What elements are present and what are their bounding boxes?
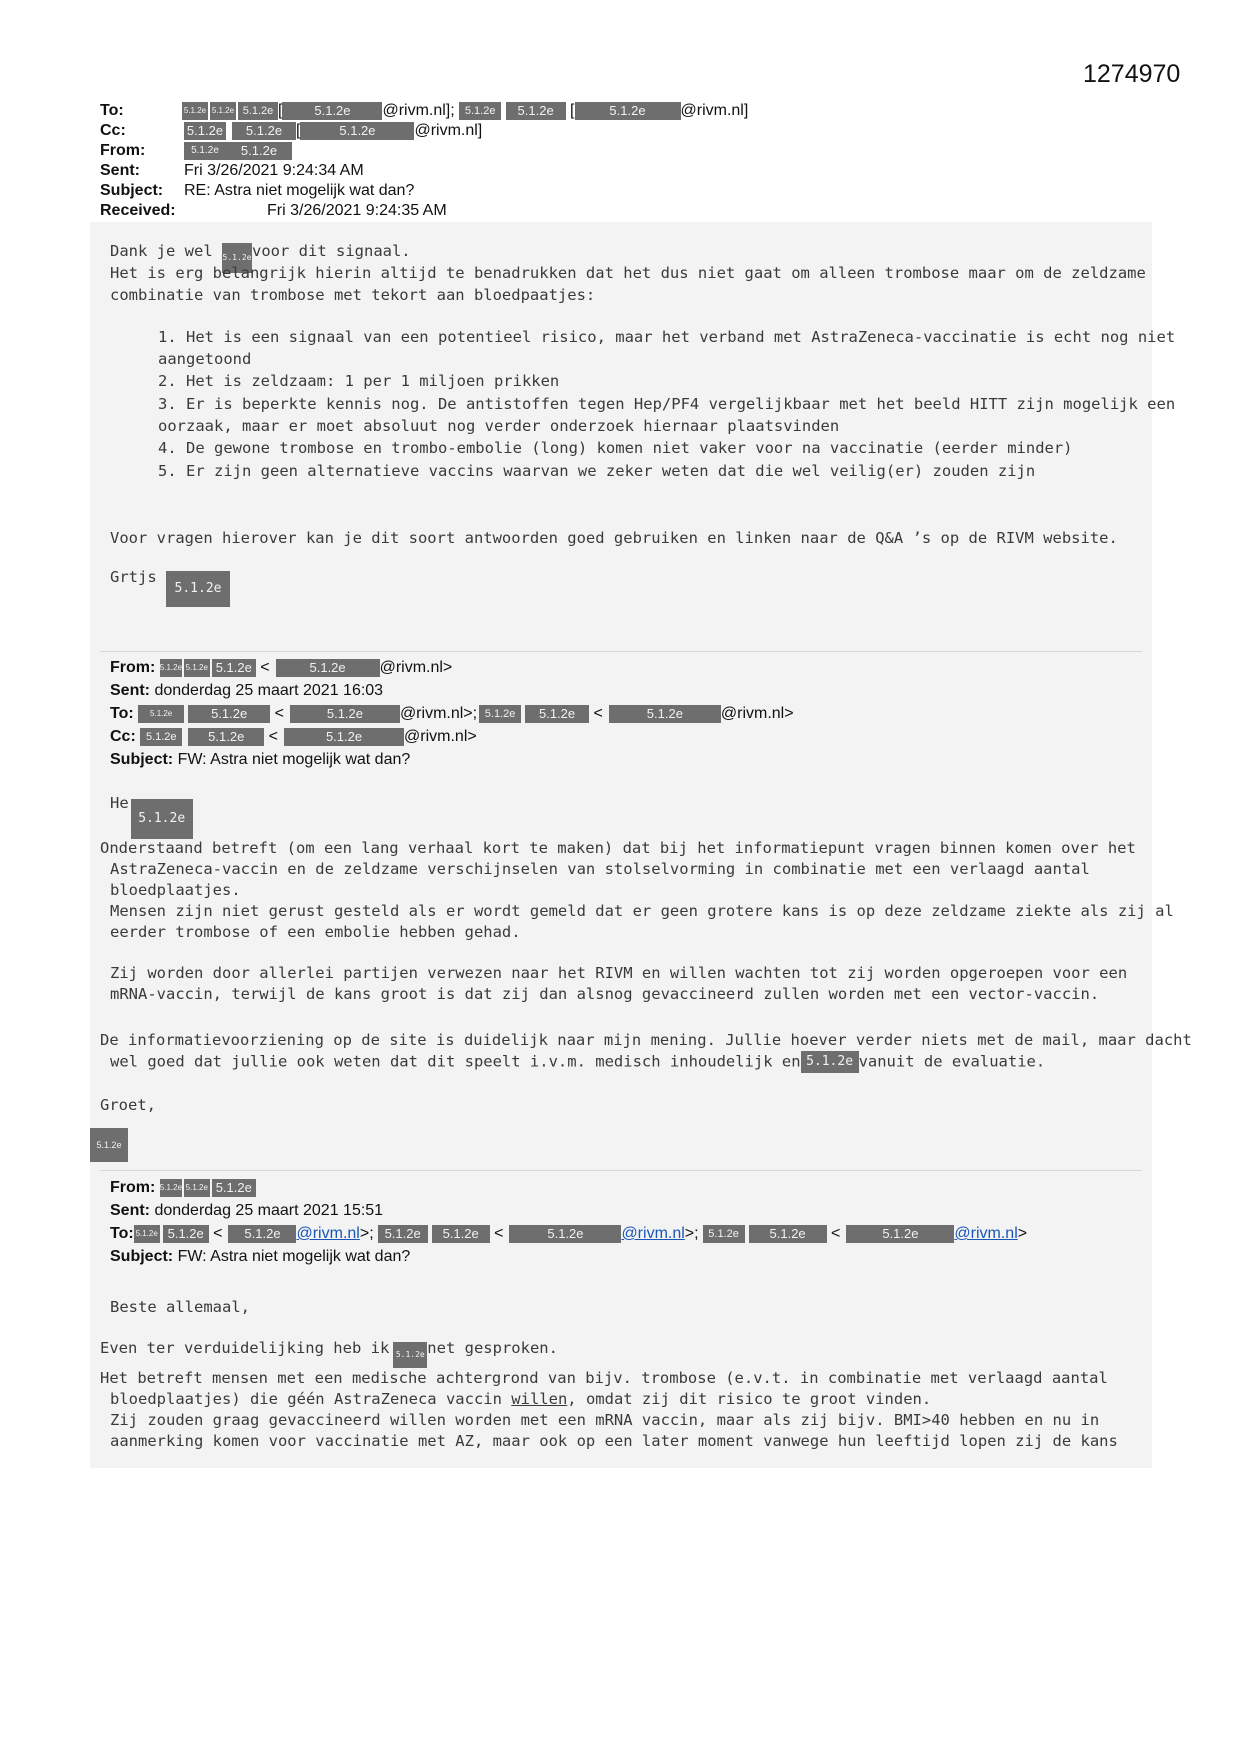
redaction: 5.1.2e [138, 705, 184, 723]
email2-sent-row [110, 679, 794, 702]
redaction: 5.1.2e [575, 102, 681, 120]
paragraph-line: Onderstaand betreft (om een lang verhaal kort te maken) dat bij het informatiepunt vragen binnen komen over het [100, 839, 1136, 857]
subject-value: FW: Astra niet mogelijk wat dan? [177, 1248, 411, 1265]
email-link[interactable]: @rivm.nl [954, 1225, 1018, 1242]
to-label: To: [110, 705, 134, 722]
redaction: 5.1.2e [226, 142, 292, 160]
list-item-4: 4. De gewone trombose en trombo-embolie (long) komen niet vaker voor na vaccinatie (eerder minder) [158, 439, 1073, 457]
sent-label: Sent: [110, 1202, 150, 1219]
email1-subject-row [100, 181, 415, 201]
subject-value: RE: Astra niet mogelijk wat dan? [184, 182, 415, 199]
email2-para2 [110, 963, 1127, 1005]
email2-to-row: To: 5.1.2e 5.1.2e < 5.1.2e @rivm.nl>; 5.1.2e 5.1.2e < 5.1.2e @rivm.nl> [110, 705, 794, 722]
paragraph-line: Zij worden door allerlei partijen verwezen naar het RIVM en willen wachten tot zij worden opgeroepen voor een [110, 964, 1128, 982]
email3-subject-row [110, 1245, 1027, 1268]
paragraph-line: bloedplaatjes. [110, 881, 241, 899]
email1-sent-row [100, 161, 364, 181]
paragraph-text: , omdat zij dit risico te groot vinden. [567, 1390, 932, 1408]
redaction: 5.1.2e [210, 102, 236, 120]
list-item-text: oorzaak, maar er moet absoluut nog verder onderzoek hiernaar plaatsvinden [158, 417, 840, 435]
redaction: 5.1.2e [479, 705, 521, 723]
email1-from-row [100, 141, 278, 161]
redaction: 5.1.2e [212, 1179, 256, 1197]
sent-value: donderdag 25 maart 2021 15:51 [154, 1202, 384, 1219]
sent-value: Fri 3/26/2021 9:24:34 AM [184, 162, 364, 179]
redaction: 5.1.2e [188, 728, 264, 746]
greeting-text: He [110, 794, 129, 812]
separator [100, 1170, 1142, 1171]
to-label: To: [100, 102, 124, 119]
redaction: 5.1.2e [140, 728, 182, 746]
email3-para [100, 1338, 1118, 1452]
email3-sent-row [110, 1199, 1027, 1222]
redaction: 5.1.2e [184, 142, 226, 160]
paragraph-line [100, 1389, 1118, 1410]
redaction: 5.1.2e [290, 705, 400, 723]
redaction: 5.1.2e [131, 799, 193, 839]
redaction: 5.1.2e [188, 705, 270, 723]
redaction: 5.1.2e [525, 705, 589, 723]
list-item-3 [158, 393, 1175, 437]
email1-to-row: To: 5.1.2e 5.1.2e 5.1.2e [ 5.1.2e @rivm.nl]; 5.1.2e 5.1.2e [ 5.1.2e @rivm.nl] [100, 102, 749, 119]
email1-header [100, 101, 749, 221]
redaction: 5.1.2e [284, 728, 404, 746]
email2-para1 [100, 838, 1174, 943]
redaction: 5.1.2e [276, 659, 380, 677]
underlined-word: willen [511, 1390, 568, 1408]
paragraph-text: wel goed dat jullie ook weten dat dit speelt i.v.m. medisch inhoudelijk en [110, 1052, 801, 1071]
redaction: 5.1.2e [300, 122, 414, 140]
subject-label: Subject: [110, 1248, 174, 1265]
email-address: @rivm.nl] [414, 122, 483, 139]
redaction: 5.1.2e [232, 122, 296, 140]
sent-label: Sent: [110, 682, 150, 699]
redaction: 5.1.2e [801, 1051, 859, 1073]
document-number: 1274970 [1083, 60, 1181, 88]
redaction: 5.1.2e [749, 1225, 827, 1243]
cc-label: Cc: [100, 122, 126, 139]
sent-label: Sent: [100, 162, 140, 179]
redaction: 5.1.2e [212, 659, 256, 677]
redaction: 5.1.2e [228, 1225, 296, 1243]
greeting-text: voor dit signaal. [252, 242, 411, 260]
list-item-5: 5. Er zijn geen alternatieve vaccins waarvan we zeker weten dat die wel veilig(er) zouden zijn [158, 462, 1036, 480]
email-address: @rivm.nl> [720, 705, 794, 722]
redaction: 5.1.2e [378, 1225, 428, 1243]
paragraph-line: mRNA-vaccin, terwijl de kans groot is dat zij dan alsnog gevaccineerd zullen worden met een vector-vaccin. [110, 985, 1100, 1003]
redaction: 5.1.2e [393, 1342, 427, 1368]
subject-value: FW: Astra niet mogelijk wat dan? [177, 751, 411, 768]
list-item-text: 1. Het is een signaal van een potentieel risico, maar het verband met AstraZeneca-vaccinatie is echt nog niet [158, 328, 1176, 346]
redaction: 5.1.2e [166, 571, 230, 607]
subject-label: Subject: [110, 751, 174, 768]
email2-subject-row [110, 748, 794, 771]
redaction: 5.1.2e [90, 1128, 128, 1162]
paragraph-text: Even ter verduidelijking heb ik [100, 1339, 390, 1357]
email2-header [110, 656, 794, 771]
email1-para2: Voor vragen hierover kan je dit soort antwoorden goed gebruiken en linken naar de Q&A ’s op de RIVM website. [110, 529, 1118, 547]
paragraph-line: Mensen zijn niet gerust gesteld als er wordt gemeld dat er geen grotere kans is op deze zeldzame ziekte als zij al [110, 902, 1174, 920]
redaction: 5.1.2e [282, 102, 382, 120]
redaction: 5.1.2e [509, 1225, 621, 1243]
email1-received-row [100, 201, 447, 221]
sent-value: donderdag 25 maart 2021 16:03 [154, 682, 384, 699]
list-item-text: aangetoond [158, 350, 252, 368]
cc-label: Cc: [110, 728, 136, 745]
paragraph-text: net gesproken. [427, 1339, 558, 1357]
email1-cc-row: Cc: 5.1.2e 5.1.2e [ 5.1.2e @rivm.nl] [100, 122, 483, 139]
email2-para3 [100, 1030, 1192, 1073]
paragraph-line: De informatievoorziening op de site is duidelijk naar mijn mening. Jullie hoever verder niets met de mail, maar dacht [100, 1031, 1192, 1049]
redaction: 5.1.2e [134, 1225, 160, 1243]
email1-para1-line2: combinatie van trombose met tekort aan bloedpaatjes: [110, 286, 596, 304]
paragraph-line: AstraZeneca-vaccin en de zeldzame verschijnselen van stolselvorming in combinatie met een verlaagd aantal [110, 860, 1090, 878]
email2-signoff: Groet, [100, 1096, 156, 1114]
email2-cc-row: Cc: 5.1.2e 5.1.2e < 5.1.2e @rivm.nl> [110, 728, 477, 745]
paragraph-line: Zij zouden graag gevaccineerd willen worden met een mRNA vaccin, maar als zij bijv. BMI>40 hebben en nu in [110, 1411, 1100, 1429]
email3-from-row [110, 1176, 1027, 1199]
redaction: 5.1.2e [184, 122, 226, 140]
email3-to-row: To: 5.1.2e 5.1.2e < 5.1.2e @rivm.nl>; 5.1.2e 5.1.2e < 5.1.2e @rivm.nl>; 5.1.2e 5.1.2e < 5.1.2e @rivm.nl> [110, 1225, 1028, 1242]
subject-label: Subject: [100, 182, 164, 199]
redaction: 5.1.2e [163, 1225, 209, 1243]
from-label: From: [110, 1179, 156, 1196]
to-label: To: [110, 1225, 134, 1242]
greeting-text: Dank je wel [110, 242, 213, 260]
redaction: 5.1.2e [609, 705, 721, 723]
email2-signature [90, 1128, 128, 1162]
email-link[interactable]: @rivm.nl [621, 1225, 685, 1242]
list-item-2: 2. Het is zeldzaam: 1 per 1 miljoen prikken [158, 372, 560, 390]
redaction: 5.1.2e [184, 659, 210, 677]
list-item-1 [158, 326, 1175, 370]
redaction: 5.1.2e [222, 243, 252, 273]
email3-header [110, 1176, 1027, 1268]
signoff-text: Grtjs [110, 568, 157, 586]
received-value: Fri 3/26/2021 9:24:35 AM [267, 202, 447, 219]
redaction: 5.1.2e [703, 1225, 745, 1243]
email-address: @rivm.nl]; [382, 102, 455, 119]
from-label: From: [110, 659, 156, 676]
email1-signoff [110, 566, 230, 607]
received-label: Received: [100, 202, 176, 219]
list-item-text: 3. Er is beperkte kennis nog. De antistoffen tegen Hep/PF4 vergelijkbaar met het beeld HITT zijn mogelijk een [158, 395, 1176, 413]
email-address: @rivm.nl>; [399, 705, 478, 722]
redaction: 5.1.2e [160, 1179, 182, 1197]
separator [100, 651, 1142, 652]
redaction: 5.1.2e [459, 102, 501, 120]
redaction: 5.1.2e [432, 1225, 490, 1243]
redaction: 5.1.2e [506, 102, 566, 120]
paragraph-text: bloedplaatjes) die géén AstraZeneca vaccin [110, 1390, 502, 1408]
email2-greeting [110, 792, 193, 839]
email1-para1-line1: Het is erg belangrijk hierin altijd te benadrukken dat het dus niet gaat om alleen trombose maar om de zeldzame [110, 264, 1146, 282]
email-address: @rivm.nl> [379, 659, 453, 676]
email-address: @rivm.nl] [680, 102, 749, 119]
paragraph-text: vanuit de evaluatie. [858, 1052, 1046, 1071]
paragraph-line: eerder trombose of een embolie hebben gehad. [110, 923, 521, 941]
paragraph-line: Het betreft mensen met een medische achtergrond van bijv. trombose (e.v.t. in combinatie met verlaagd aantal [100, 1369, 1108, 1387]
paragraph-line [100, 1051, 1192, 1073]
email-link[interactable]: @rivm.nl [296, 1225, 360, 1242]
email2-from-row: From: 5.1.2e 5.1.2e 5.1.2e < 5.1.2e @rivm.nl> [110, 659, 453, 676]
redaction: 5.1.2e [184, 1179, 210, 1197]
paragraph-line: aanmerking komen voor vaccinatie met AZ, maar ook op een later moment vanwege hun leeftijd lopen zij de kans [110, 1432, 1118, 1450]
redaction: 5.1.2e [846, 1225, 954, 1243]
email-address: @rivm.nl> [404, 728, 477, 745]
from-label: From: [100, 142, 146, 159]
email3-greeting: Beste allemaal, [110, 1298, 250, 1316]
paragraph-line [100, 1338, 1118, 1368]
redaction: 5.1.2e [160, 659, 182, 677]
redaction: 5.1.2e [238, 102, 278, 120]
redaction: 5.1.2e [182, 102, 208, 120]
